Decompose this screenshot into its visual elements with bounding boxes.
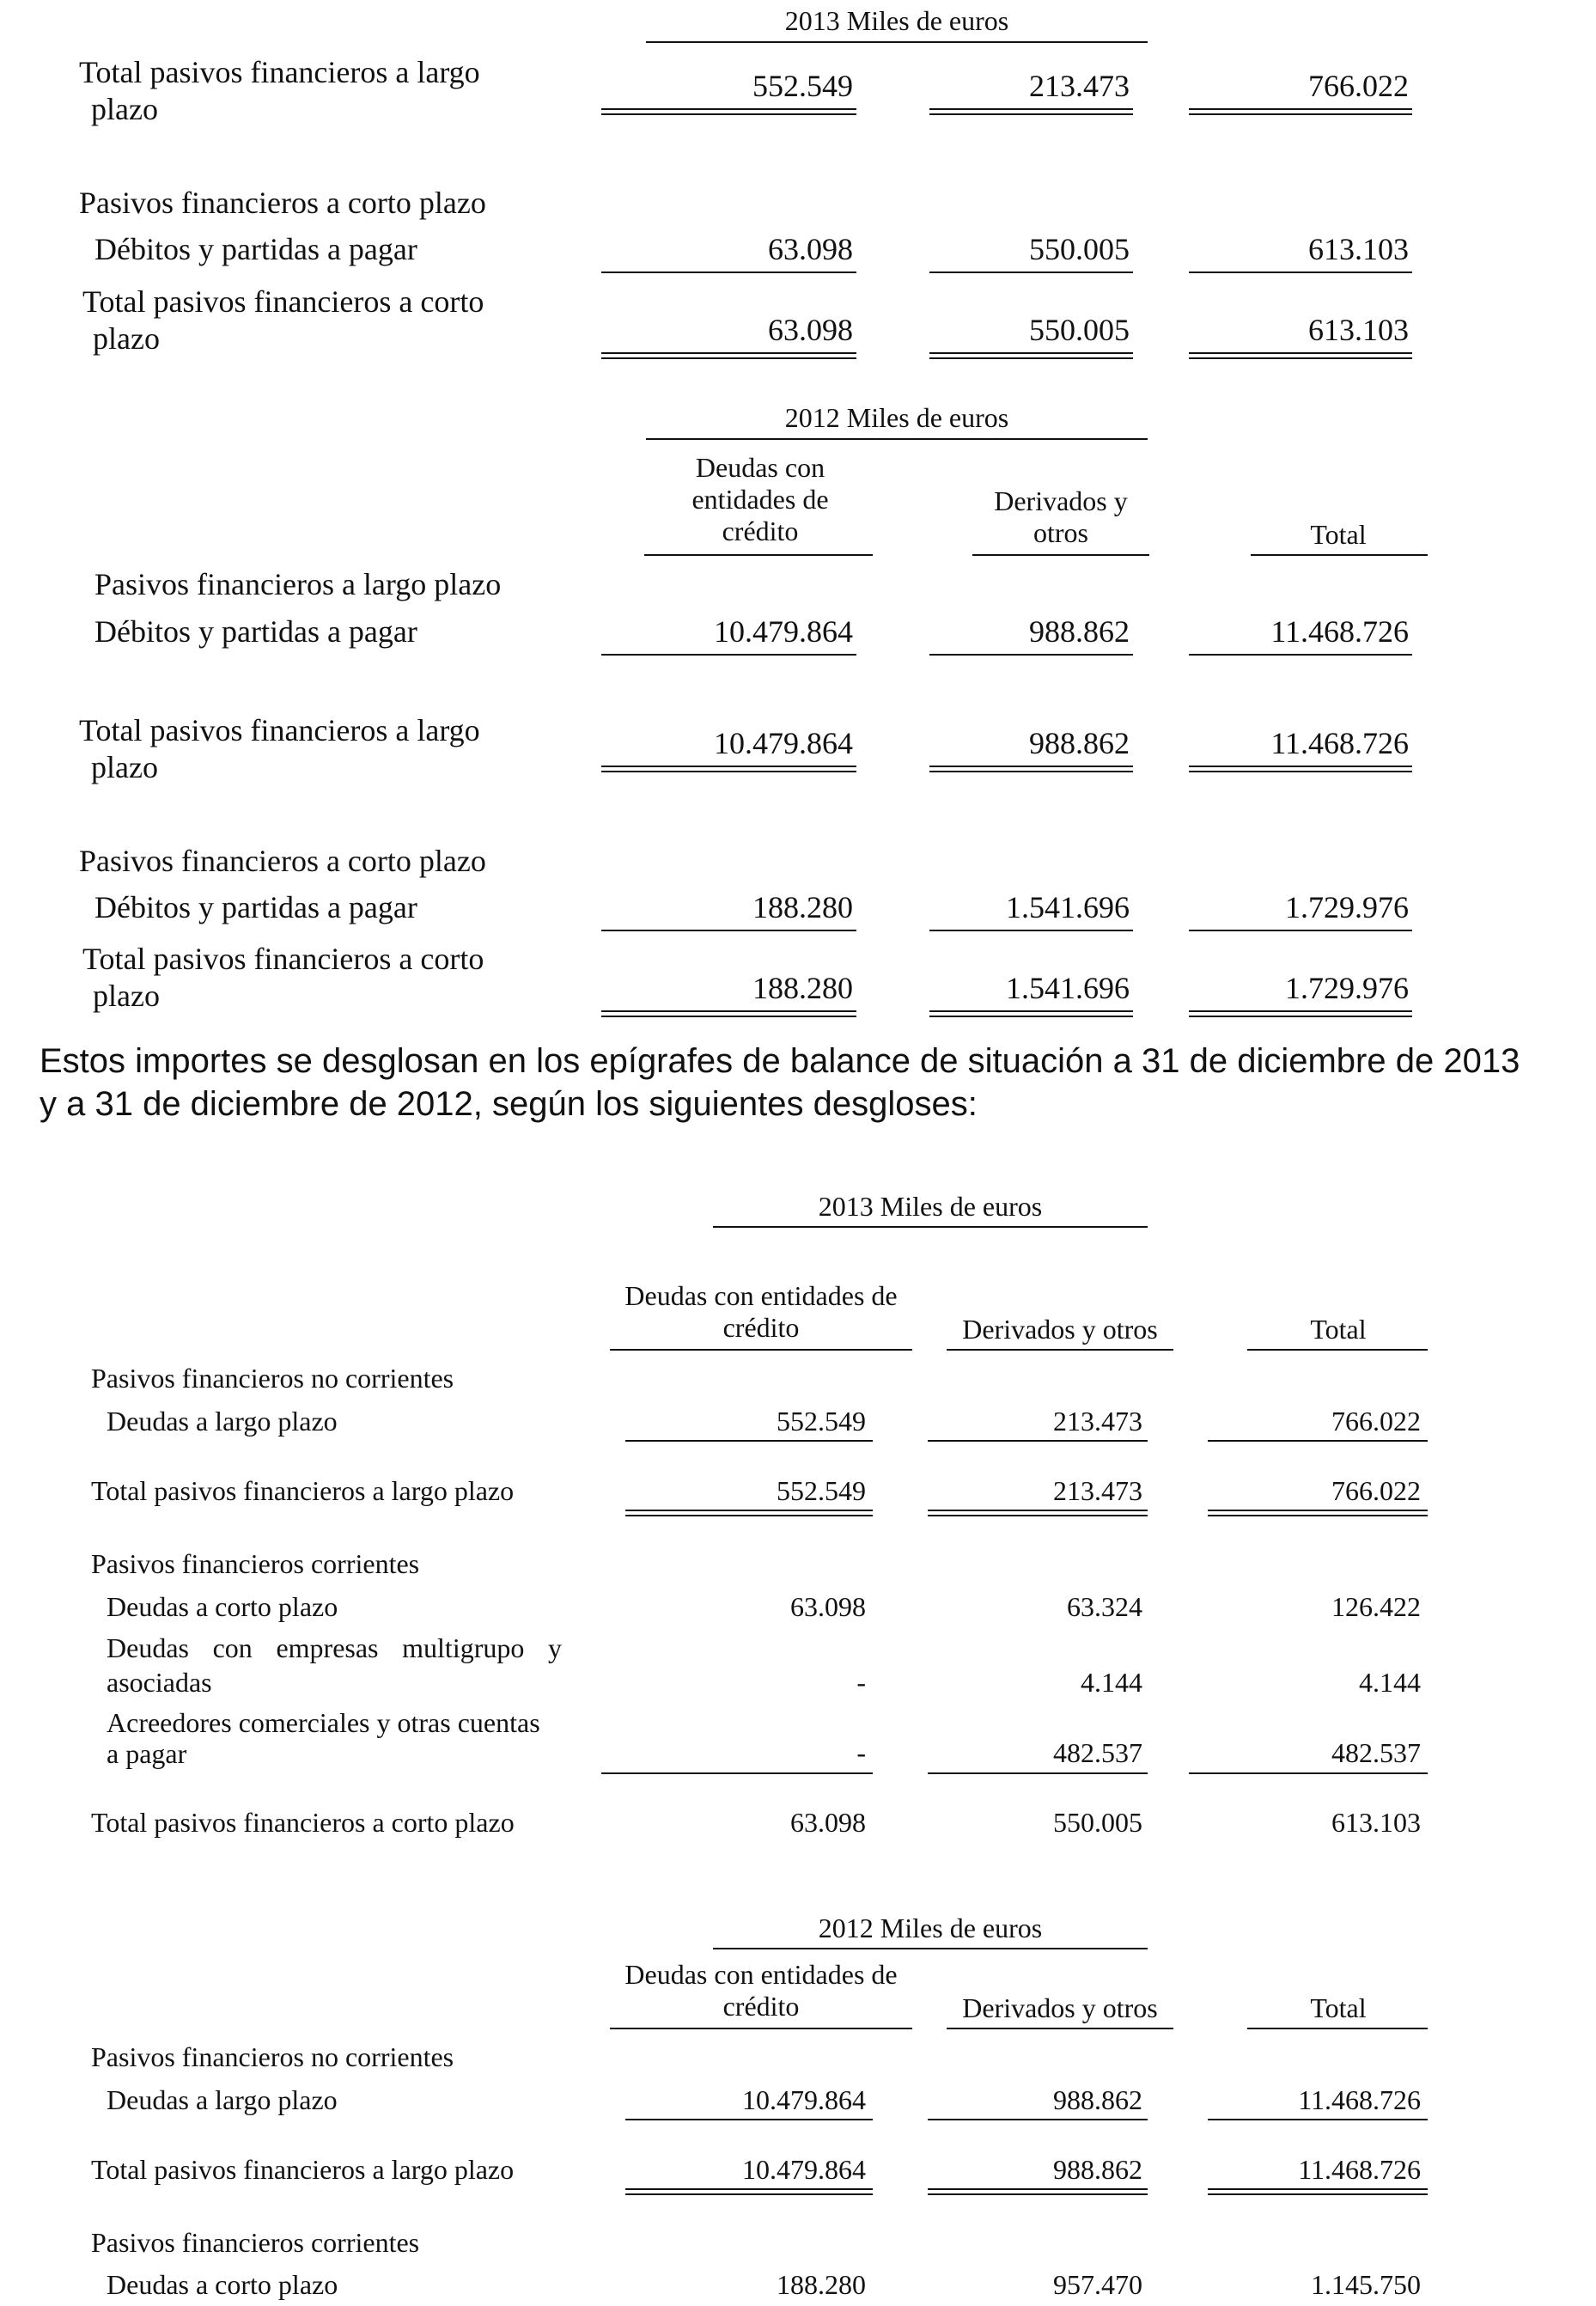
t2-2013-total-cp-v1: 63.098 xyxy=(790,1807,866,1838)
t1-2012-col-credito: Deudas con entidades de crédito xyxy=(691,452,829,546)
t2-2013-acreedores-rule-1 xyxy=(601,1772,873,1774)
t2-2013-acreedores-v2: 482.537 xyxy=(1053,1737,1142,1768)
t1-2013-total-cp-v3: 613.103 xyxy=(1308,313,1409,347)
t2-2013-col-rule-1 xyxy=(610,1349,912,1351)
table2-2012-header-rule xyxy=(713,1948,1148,1949)
t1-2012-debitos-cp-rule-2 xyxy=(929,930,1133,931)
t1-2013-total-lp-rule-2 xyxy=(929,108,1133,115)
t1-2013-total-cp-rule-3 xyxy=(1189,352,1412,359)
t2-2013-acreedores-rule-2 xyxy=(928,1772,1148,1774)
t1-2012-col-total: Total xyxy=(1310,519,1367,550)
t2-2012-col-rule-3 xyxy=(1247,2028,1428,2029)
t1-2012-debitos-cp-rule-1 xyxy=(601,930,856,931)
t1-2013-debitos-rule-1 xyxy=(601,271,856,273)
t2-2012-total-lp-rule-3 xyxy=(1208,2188,1428,2195)
t2-2012-deudas-cp-v1: 188.280 xyxy=(777,2269,866,2300)
t1-2013-total-cp-label-b: plazo xyxy=(93,321,160,356)
t2-2013-acreedores-label: Acreedores comerciales y otras cuentas xyxy=(107,1707,540,1738)
t2-2013-acreedores-v1: - xyxy=(856,1737,866,1768)
table2-2013-header: 2013 Miles de euros xyxy=(818,1191,1043,1222)
t2-2013-total-cp-label: Total pasivos financieros a corto plazo xyxy=(91,1807,515,1838)
t1-2012-cp-title: Pasivos financieros a corto plazo xyxy=(79,844,486,878)
t1-2013-total-cp-v2: 550.005 xyxy=(1029,313,1130,347)
t2-2012-deudas-cp-v2: 957.470 xyxy=(1053,2269,1142,2300)
t1-2012-debitos-lp-v1: 10.479.864 xyxy=(714,614,853,649)
t2-2012-deudas-lp-v3: 11.468.726 xyxy=(1298,2084,1421,2115)
t1-2013-total-lp-label: Total pasivos financieros a largo xyxy=(79,55,480,89)
t1-2013-debitos-v2: 550.005 xyxy=(1029,232,1130,266)
t1-2012-debitos-lp-v2: 988.862 xyxy=(1029,614,1130,649)
t2-2012-deudas-lp-label: Deudas a largo plazo xyxy=(107,2084,338,2115)
t2-2013-total-lp-v1: 552.549 xyxy=(777,1475,866,1506)
t1-2013-total-lp-rule-1 xyxy=(601,108,856,115)
t2-2013-c-title: Pasivos financieros corrientes xyxy=(91,1548,420,1579)
t1-2013-cp-title: Pasivos financieros a corto plazo xyxy=(79,186,486,220)
t1-2013-total-lp-v2: 213.473 xyxy=(1029,69,1130,103)
t1-2012-total-cp-rule-3 xyxy=(1189,1010,1412,1017)
t1-2012-total-cp-v3: 1.729.976 xyxy=(1285,971,1409,1005)
t1-2012-total-cp-rule-1 xyxy=(601,1010,856,1017)
t1-2013-total-lp-rule-3 xyxy=(1189,108,1412,115)
t2-2013-total-lp-rule-1 xyxy=(625,1510,873,1516)
t2-2013-total-lp-v3: 766.022 xyxy=(1331,1475,1421,1506)
t2-2013-total-lp-v2: 213.473 xyxy=(1053,1475,1142,1506)
t2-2012-deudas-lp-rule-2 xyxy=(928,2119,1148,2120)
t1-2012-lp-title: Pasivos financieros a largo plazo xyxy=(94,567,502,601)
t2-2013-deudas-cp-v2: 63.324 xyxy=(1067,1591,1142,1622)
table1-2013-header: 2013 Miles de euros xyxy=(784,5,1009,36)
t1-2012-col-rule-1 xyxy=(644,554,873,556)
t2-2012-deudas-lp-rule-1 xyxy=(625,2119,873,2120)
t1-2012-total-cp-v2: 1.541.696 xyxy=(1006,971,1130,1005)
t2-2013-deudas-lp-v2: 213.473 xyxy=(1053,1406,1142,1437)
t2-2012-total-lp-v1: 10.479.864 xyxy=(742,2154,866,2185)
t2-2013-deudas-lp-rule-1 xyxy=(625,1440,873,1442)
t1-2012-col-derivados: Derivados y otros xyxy=(994,485,1128,548)
t2-2013-deudas-lp-label: Deudas a largo plazo xyxy=(107,1406,338,1437)
t2-2012-total-lp-rule-1 xyxy=(625,2188,873,2195)
t2-2012-nc-title: Pasivos financieros no corrientes xyxy=(91,2041,454,2072)
t2-2012-deudas-lp-v1: 10.479.864 xyxy=(742,2084,866,2115)
table1-2012-header-rule xyxy=(646,438,1148,440)
t2-2013-deudas-lp-rule-3 xyxy=(1208,1440,1428,1442)
t1-2012-debitos-lp-rule-3 xyxy=(1189,654,1412,656)
t2-2013-total-cp-v3: 613.103 xyxy=(1331,1807,1421,1838)
t2-2012-deudas-lp-v2: 988.862 xyxy=(1053,2084,1142,2115)
t1-2013-total-cp-label: Total pasivos financieros a corto xyxy=(82,284,484,319)
t1-2013-debitos-label: Débitos y partidas a pagar xyxy=(94,232,417,266)
t1-2012-debitos-cp-rule-3 xyxy=(1189,930,1412,931)
t1-2012-total-cp-rule-2 xyxy=(929,1010,1133,1017)
t1-2012-total-lp-label-b: plazo xyxy=(91,750,158,784)
t1-2012-total-cp-label-b: plazo xyxy=(93,979,160,1013)
t2-2013-col-credito: Deudas con entidades de crédito xyxy=(624,1280,898,1343)
t2-2013-multigrupo-v2: 4.144 xyxy=(1081,1667,1142,1698)
t2-2013-deudas-lp-v1: 552.549 xyxy=(777,1406,866,1437)
t1-2013-total-lp-v3: 766.022 xyxy=(1308,69,1409,103)
t2-2012-deudas-cp-v3: 1.145.750 xyxy=(1311,2269,1421,2300)
t2-2013-acreedores-rule-3 xyxy=(1189,1772,1428,1774)
t2-2013-deudas-cp-v3: 126.422 xyxy=(1331,1591,1421,1622)
table1-2013-header-rule xyxy=(646,41,1148,43)
t2-2012-deudas-cp-label: Deudas a corto plazo xyxy=(107,2269,338,2300)
t2-2012-c-title: Pasivos financieros corrientes xyxy=(91,2227,420,2258)
t2-2012-total-lp-v3: 11.468.726 xyxy=(1298,2154,1421,2185)
t1-2013-debitos-v3: 613.103 xyxy=(1308,232,1409,266)
t2-2012-col-credito: Deudas con entidades de crédito xyxy=(624,1959,898,2022)
t1-2012-total-lp-label: Total pasivos financieros a largo xyxy=(79,713,480,747)
t1-2012-debitos-cp-v2: 1.541.696 xyxy=(1006,890,1130,924)
t1-2012-debitos-cp-v3: 1.729.976 xyxy=(1285,890,1409,924)
t1-2013-total-cp-rule-2 xyxy=(929,352,1133,359)
t1-2012-total-cp-v1: 188.280 xyxy=(752,971,853,1005)
t1-2013-total-lp-v1: 552.549 xyxy=(752,69,853,103)
t2-2013-acreedores-v3: 482.537 xyxy=(1331,1737,1421,1768)
table1-2012-header: 2012 Miles de euros xyxy=(784,402,1009,433)
t1-2012-col-rule-2 xyxy=(972,554,1149,556)
t2-2012-total-lp-label: Total pasivos financieros a largo plazo xyxy=(91,2154,515,2185)
t1-2012-debitos-cp-v1: 188.280 xyxy=(752,890,853,924)
t1-2012-total-lp-v3: 11.468.726 xyxy=(1270,726,1409,760)
t1-2012-total-lp-rule-2 xyxy=(929,766,1133,772)
t1-2012-debitos-lp-label: Débitos y partidas a pagar xyxy=(94,614,417,649)
t1-2012-debitos-lp-rule-2 xyxy=(929,654,1133,656)
t1-2012-col-rule-3 xyxy=(1251,554,1428,556)
t2-2013-deudas-cp-v1: 63.098 xyxy=(790,1591,866,1622)
table2-2012-header: 2012 Miles de euros xyxy=(818,1913,1043,1943)
t2-2013-total-lp-rule-3 xyxy=(1208,1510,1428,1516)
t2-2013-nc-title: Pasivos financieros no corrientes xyxy=(91,1363,454,1394)
t2-2013-multigrupo-v3: 4.144 xyxy=(1359,1667,1421,1698)
t2-2013-multigrupo-label: Deudas con empresas multigrupo y xyxy=(107,1632,562,1663)
t1-2012-total-lp-v2: 988.862 xyxy=(1029,726,1130,760)
t2-2013-total-lp-label: Total pasivos financieros a largo plazo xyxy=(91,1475,515,1506)
t2-2013-total-lp-rule-2 xyxy=(928,1510,1148,1516)
t2-2013-col-rule-3 xyxy=(1247,1349,1428,1351)
t2-2012-col-rule-2 xyxy=(947,2028,1173,2029)
t1-2012-debitos-lp-v3: 11.468.726 xyxy=(1270,614,1409,649)
t1-2013-total-lp-label-b: plazo xyxy=(91,92,158,126)
t2-2013-deudas-lp-rule-2 xyxy=(928,1440,1148,1442)
t1-2013-debitos-rule-2 xyxy=(929,271,1133,273)
t1-2012-total-lp-rule-3 xyxy=(1189,766,1412,772)
table2-2013-header-rule xyxy=(713,1226,1148,1228)
t2-2013-multigrupo-v1: - xyxy=(856,1667,866,1698)
t1-2012-debitos-cp-label: Débitos y partidas a pagar xyxy=(94,890,417,924)
t2-2012-col-derivados: Derivados y otros xyxy=(962,1992,1158,2023)
t2-2012-col-rule-1 xyxy=(610,2028,912,2029)
t2-2013-deudas-cp-label: Deudas a corto plazo xyxy=(107,1591,338,1622)
t2-2012-total-lp-rule-2 xyxy=(928,2188,1148,2195)
t2-2013-multigrupo-label-b: asociadas xyxy=(107,1667,212,1698)
t2-2013-deudas-lp-v3: 766.022 xyxy=(1331,1406,1421,1437)
t2-2013-total-cp-v2: 550.005 xyxy=(1053,1807,1142,1838)
t1-2013-debitos-rule-3 xyxy=(1189,271,1412,273)
t2-2012-col-total: Total xyxy=(1310,1992,1367,2023)
t2-2013-col-rule-2 xyxy=(947,1349,1173,1351)
t2-2012-total-lp-v2: 988.862 xyxy=(1053,2154,1142,2185)
t1-2013-total-cp-v1: 63.098 xyxy=(768,313,853,347)
t1-2012-total-cp-label: Total pasivos financieros a corto xyxy=(82,942,484,976)
t2-2012-deudas-lp-rule-3 xyxy=(1208,2119,1428,2120)
t2-2013-acreedores-label-b: a pagar xyxy=(107,1738,187,1769)
t1-2012-debitos-lp-rule-1 xyxy=(601,654,856,656)
body-paragraph: Estos importes se desglosan en los epígrafes de balance de situación a 31 de diciembre de 2013 y a 31 de diciembre de 2012, según los siguientes desgloses: xyxy=(40,1042,1520,1123)
t1-2012-total-lp-v1: 10.479.864 xyxy=(714,726,853,760)
t2-2013-col-derivados: Derivados y otros xyxy=(962,1314,1158,1345)
t2-2013-col-total: Total xyxy=(1310,1314,1367,1345)
t1-2012-total-lp-rule-1 xyxy=(601,766,856,772)
t1-2013-debitos-v1: 63.098 xyxy=(768,232,853,266)
t1-2013-total-cp-rule-1 xyxy=(601,352,856,359)
